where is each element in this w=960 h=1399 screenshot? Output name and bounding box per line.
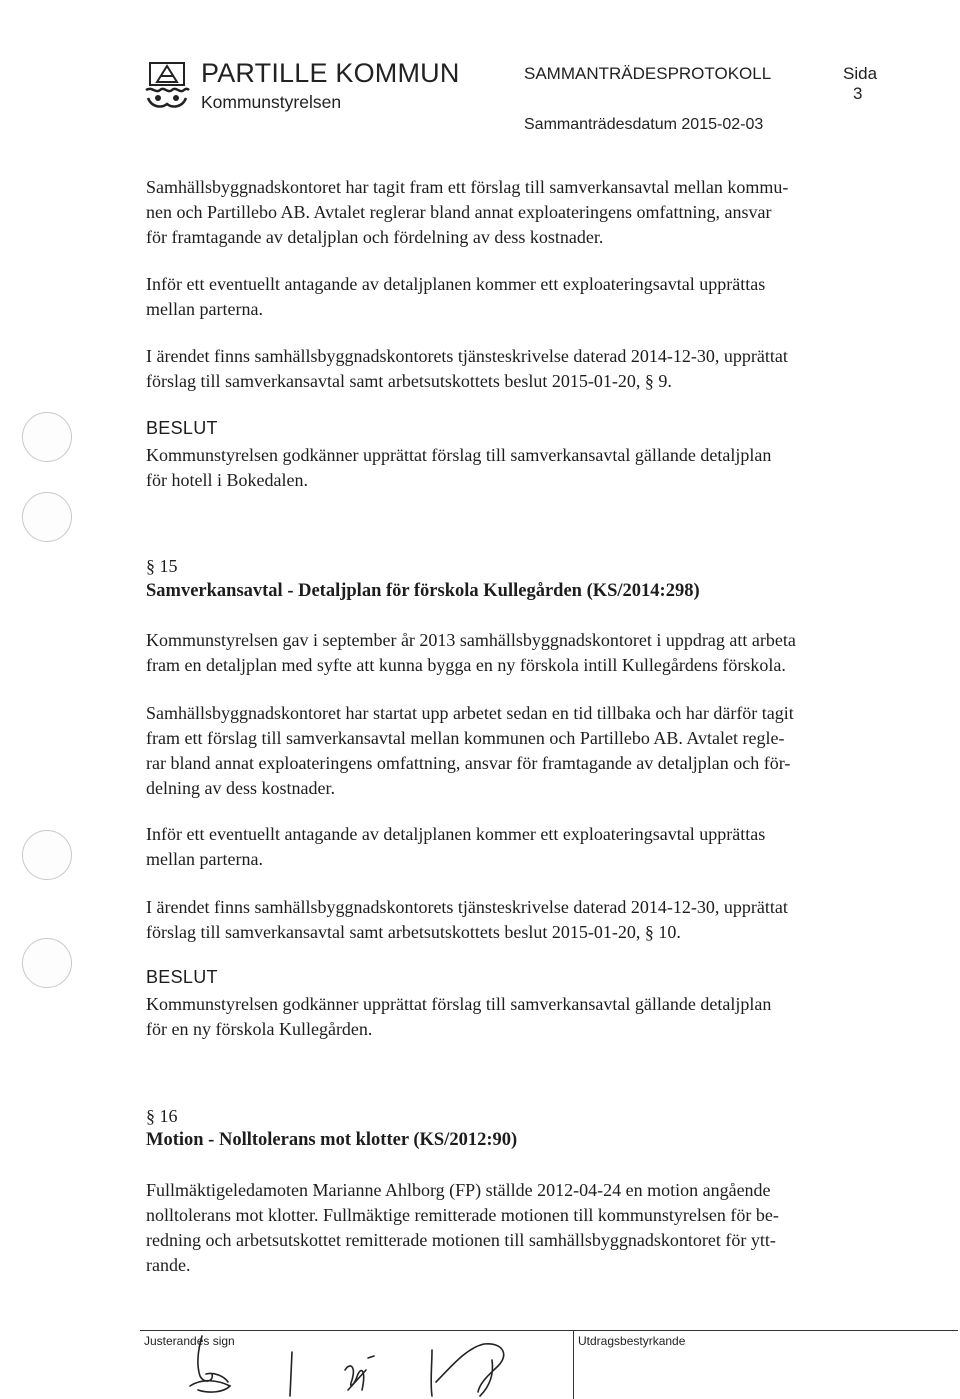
intro-beslut-text: Kommunstyrelsen godkänner upprättat förslag till samverkansavtal gällande detaljplan för hotell i Bokedalen. — [146, 445, 772, 490]
beslut-heading: BESLUT — [146, 418, 218, 438]
section-16-number: § 16 — [146, 1106, 178, 1126]
section-15-title: Samverkansavtal - Detaljplan för förskola Kullegården (KS/2014:298) — [146, 581, 700, 601]
justerandes-sign-label: Justerandes sign — [144, 1334, 235, 1348]
beslut-heading: BESLUT — [146, 967, 218, 987]
page-number: 3 — [853, 84, 863, 103]
section-15-paragraph-4: I ärendet finns samhällsbyggnadskontorets tjänsteskrivelse daterad 2014-12-30, upprättat förslag till samverkansavtal samt arbetsutskottets beslut 2015-01-20, § 10. — [146, 897, 788, 942]
section-15-paragraph-1: Kommunstyrelsen gav i september år 2013 samhällsbyggnadskontoret i uppdrag att arbeta fram en detaljplan med syfte att kunna bygga en ny förskola intill Kullegårdens förskola. — [146, 630, 796, 675]
handwritten-signatures — [140, 1330, 960, 1399]
section-15-paragraph-2: Samhällsbyggnadskontoret har startat upp arbetet sedan en tid tillbaka och har därför tagit fram ett förslag till samverkansavtal mellan kommunen och Partillebo AB. Avtalet regle- rar bland annat exploateringens omfattning, ansvar för framtagande av detaljplan och för- delning av dess kostnader. — [146, 703, 794, 798]
partille-coat-of-arms-logo — [142, 60, 192, 110]
section-15-paragraph-3: Inför ett eventuellt antagande av detaljplanen kommer ett exploateringsavtal upprättas mellan parterna. — [146, 824, 766, 869]
punch-hole — [22, 830, 72, 880]
section-16-paragraph-1: Fullmäktigeledamoten Marianne Ahlborg (FP) ställde 2012-04-24 en motion angående nolltolerans mot klotter. Fullmäktige remitterade motionen till kommunstyrelsen för be- redning och arbetsutskottet remitterade motionen till samhällsbyggnadskontoret för ytt- rande. — [146, 1180, 779, 1275]
document-type: SAMMANTRÄDESPROTOKOLL — [524, 64, 772, 83]
org-subtitle: Kommunstyrelsen — [201, 92, 342, 112]
punch-hole — [22, 492, 72, 542]
section-16-title: Motion - Nolltolerans mot klotter (KS/2012:90) — [146, 1130, 518, 1150]
intro-paragraph-3: I ärendet finns samhällsbyggnadskontorets tjänsteskrivelse daterad 2014-12-30, upprättat förslag till samverkansavtal samt arbetsutskottets beslut 2015-01-20, § 9. — [146, 346, 788, 391]
intro-paragraph-2: Inför ett eventuellt antagande av detaljplanen kommer ett exploateringsavtal upprättas mellan parterna. — [146, 274, 766, 319]
section-15-beslut-text: Kommunstyrelsen godkänner upprättat förslag till samverkansavtal gällande detaljplan för en ny förskola Kullegården. — [146, 994, 772, 1039]
punch-hole — [22, 938, 72, 988]
utdragsbestyrkande-label: Utdragsbestyrkande — [578, 1334, 686, 1348]
section-15-number: § 15 — [146, 556, 178, 576]
intro-paragraph-1: Samhällsbyggnadskontoret har tagit fram ett förslag till samverkansavtal mellan kommu- nen och Partillebo AB. Avtalet reglerar bland annat exploateringens omfattning, ansvar för framtagande av detaljplan och fördelning av dess kostnader. — [146, 177, 789, 247]
punch-hole — [22, 412, 72, 462]
page-label: Sida — [843, 64, 878, 83]
org-name: PARTILLE KOMMUN — [201, 58, 460, 88]
meeting-date: Sammanträdesdatum 2015-02-03 — [524, 116, 764, 133]
